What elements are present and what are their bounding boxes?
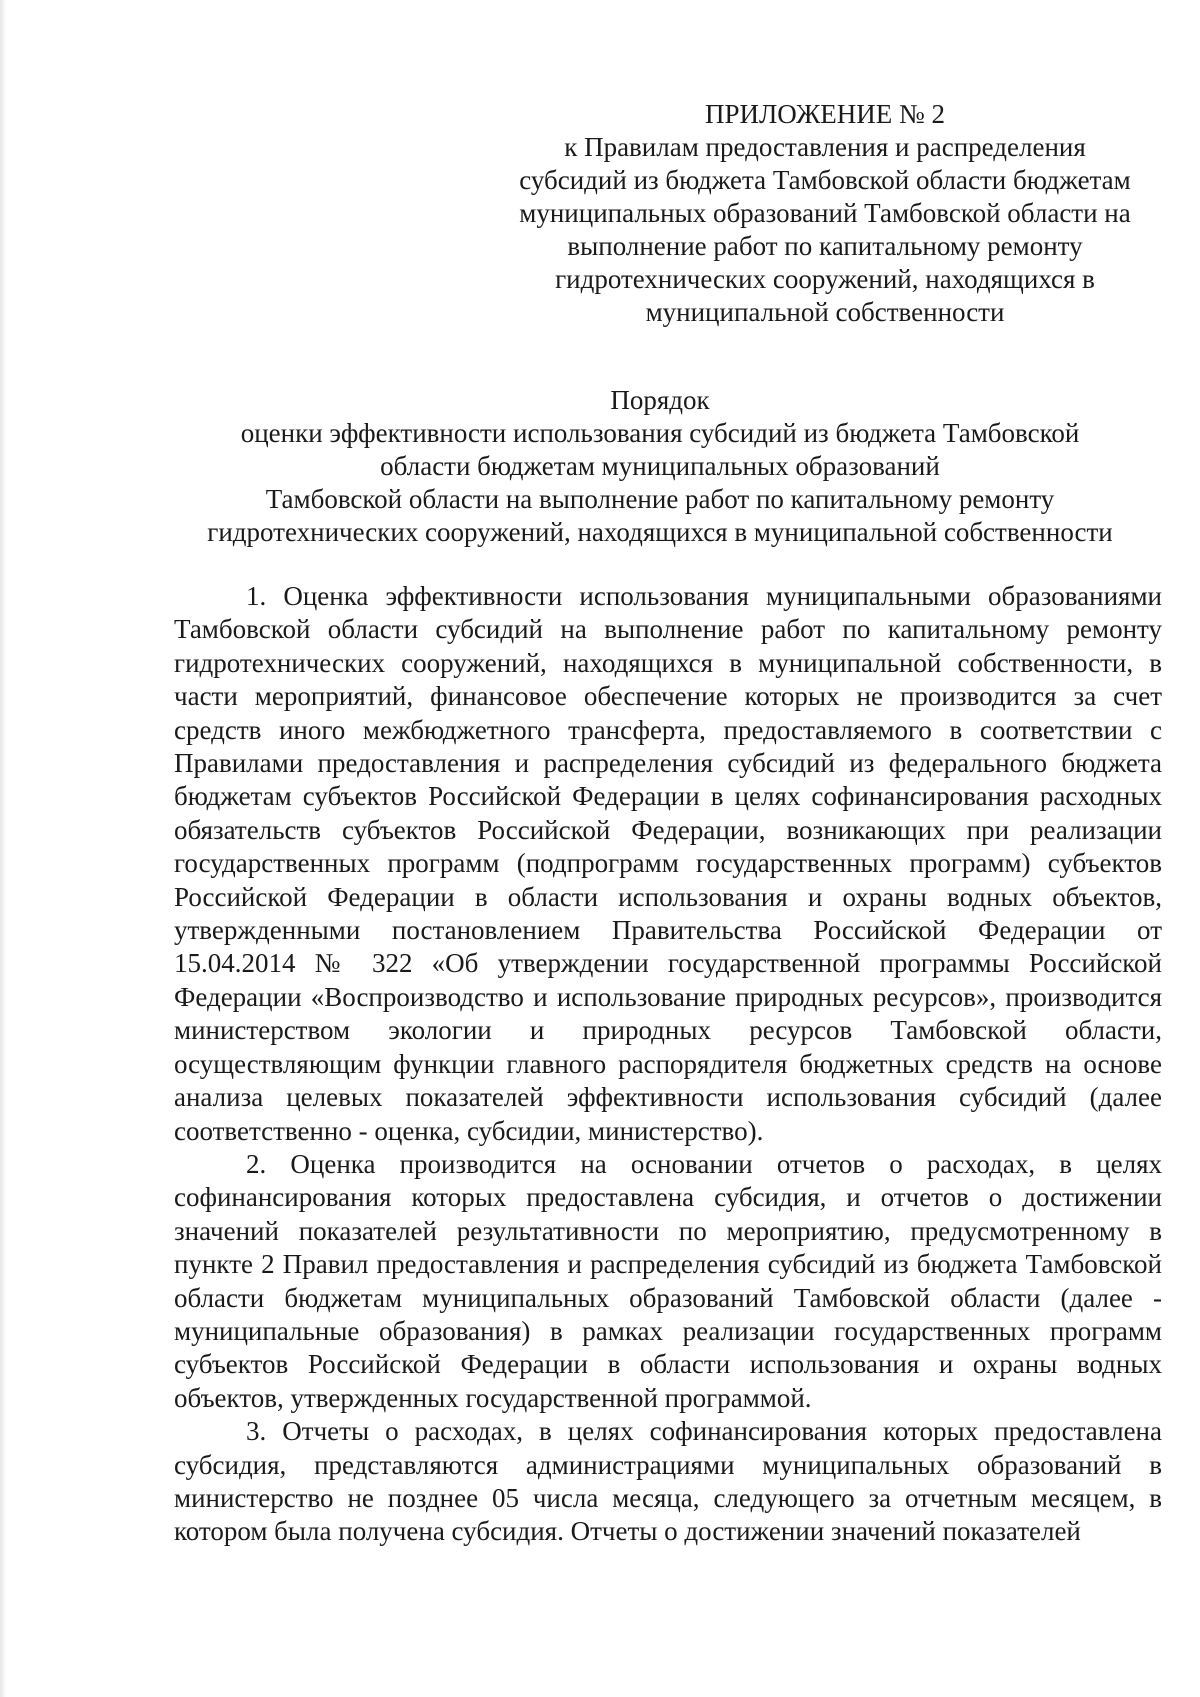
document-body: [174, 580, 1162, 1549]
title-line: гидротехнических сооружений, находящихся в муниципальной собственности: [207, 517, 1113, 547]
paragraph-3: 3. Отчеты о расходах, в целях софинансирования которых предоставлена субсидия, представляются администрациями муниципальных образований в министерство не позднее 05 числа месяца, следующего за отчетным месяцем, в котором была получена субсидия. Отчеты о достижении значений показателей: [174, 1416, 1162, 1547]
appendix-line: к Правилам предоставления и распределения: [564, 132, 1086, 162]
title-line: оценки эффективности использования субсидий из бюджета Тамбовской: [240, 418, 1080, 448]
appendix-line: муниципальной собственности: [645, 297, 1005, 327]
appendix-line: гидротехнических сооружений, находящихся в: [555, 264, 1095, 294]
title-line: Тамбовской области на выполнение работ по капитальному ремонту: [265, 484, 1055, 514]
appendix-line: выполнение работ по капитальному ремонту: [567, 231, 1083, 261]
appendix-header: [490, 98, 1160, 329]
paragraph-2: 2. Оценка производится на основании отчетов о расходах, в целях софинансирования которых предоставлена субсидия, и отчетов о достижении значений показателей результативности по мероприятию, предусмотренному в пункте 2 Правил предоставления и распределения субсидий из бюджета Тамбовской области бюджетам муниципальных образований Тамбовской области (далее - муниципальные образования) в рамках реализации государственных программ субъектов Российской Федерации в области использования и охраны водных объектов, утвержденных государственной программой.: [174, 1148, 1162, 1413]
appendix-line: субсидий из бюджета Тамбовской области бюджетам: [519, 165, 1131, 195]
title-line: области бюджетам муниципальных образований: [380, 451, 940, 481]
appendix-number: ПРИЛОЖЕНИЕ № 2: [704, 99, 946, 129]
document-title: [160, 384, 1160, 549]
appendix-line: муниципальных образований Тамбовской области на: [519, 198, 1131, 228]
scan-edge: [0, 0, 6, 1697]
title-heading: Порядок: [610, 385, 710, 415]
paragraph-1: 1. Оценка эффективности использования муниципальными образованиями Тамбовской области субсидий на выполнение работ по капитальному ремонту гидротехнических сооружений, находящихся в муниципальной собственности, в части мероприятий, финансовое обеспечение которых не производится за счет средств иного межбюджетного трансферта, предоставляемого в соответствии с Правилами предоставления и распределения субсидий из федерального бюджета бюджетам субъектов Российской Федерации в целях софинансирования расходных обязательств субъектов Российской Федерации, возникающих при реализации государственных программ (подпрограмм государственных программ) субъектов Российской Федерации в области использования и охраны водных объектов, утвержденными постановлением Правительства Российской Федерации от 15.04.2014 № 322 «Об утверждении государственной программы Российской Федерации «Воспроизводство и использование природных ресурсов», производится министерством экологии и природных ресурсов Тамбовской области, осуществляющим функции главного распорядителя бюджетных средств на основе анализа целевых показателей эффективности использования субсидий (далее соответственно - оценка, субсидии, министерство).: [174, 581, 1162, 1146]
